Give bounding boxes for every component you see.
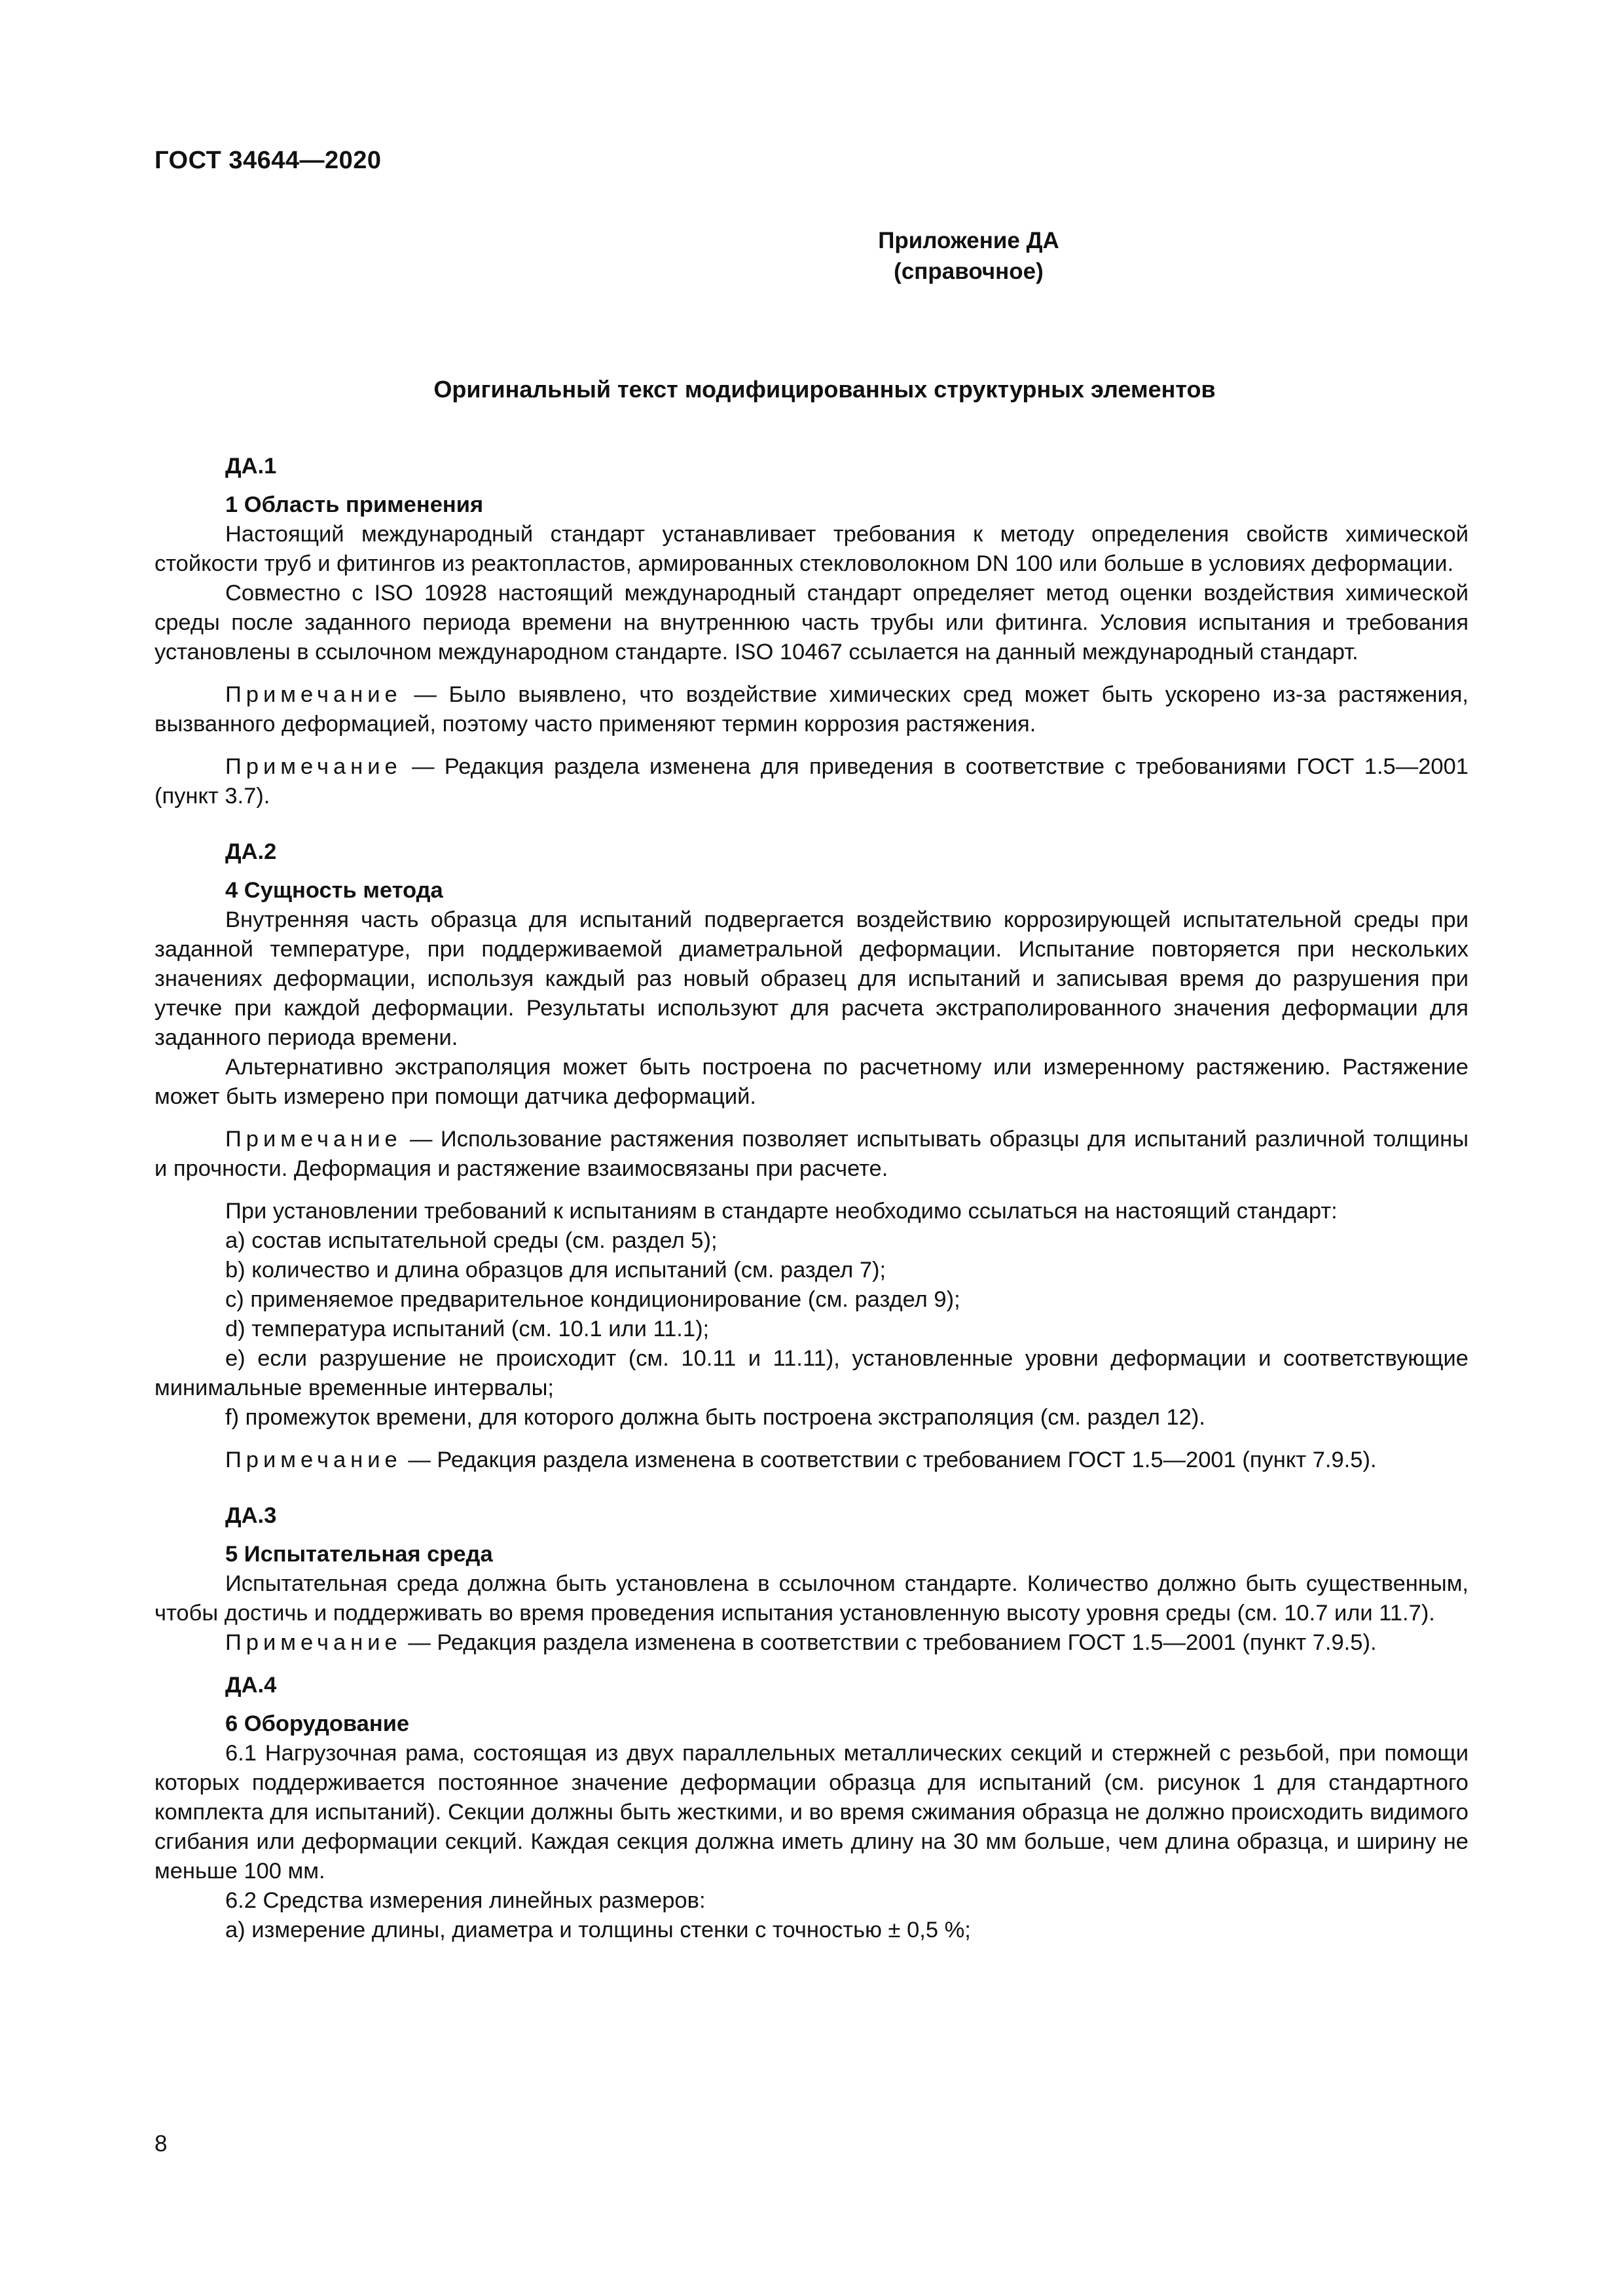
section-heading: 1 Область применения [225, 492, 484, 517]
list-item: b) количество и длина образцов для испытаний (см. раздел 7); [225, 1258, 886, 1283]
document-title: Оригинальный текст модифицированных структурных элементов [433, 376, 1216, 403]
note: Примечание — Редакция раздела изменена в соответствии с требованием ГОСТ 1.5—2001 (пункт 7.9.5). [225, 1448, 1377, 1472]
paragraph: Альтернативно экстраполяция может быть построена по расчетному или измеренному растяжению. Растяжение может быть измерено при помощи датчика деформаций. [155, 1055, 1468, 1109]
list-item: e) если разрушение не происходит (см. 10.11 и 11.11), установленные уровни деформации и соответствующие минимальные временные интервалы; [155, 1346, 1468, 1400]
note-label: Примечание [225, 682, 402, 707]
annex-status: (справочное) [894, 259, 1044, 284]
annex-title: Приложение ДА [878, 228, 1059, 253]
section-label: ДА.4 [225, 1673, 277, 1698]
paragraph: a) измерение длины, диаметра и толщины стенки с точностью ± 0,5 %; [225, 1918, 971, 1942]
list-item: a) состав испытательной среды (см. раздел 5); [225, 1228, 718, 1253]
note-label: Примечание [225, 1448, 402, 1472]
paragraph: Настоящий международный стандарт устанавливает требования к методу определения свойств химической стойкости труб и фитингов из реактопластов, армированных стекловолокном DN 100 или больше в условиях деформации. [155, 522, 1468, 576]
page-number: 8 [155, 2131, 168, 2157]
section-label: ДА.3 [225, 1503, 277, 1528]
list-item: d) температура испытаний (см. 10.1 или 11.1); [225, 1317, 710, 1341]
section-label: ДА.2 [225, 839, 277, 864]
note: Примечание — Было выявлено, что воздействие химических сред может быть ускорено из-за растяжения, вызванного деформацией, поэтому часто применяют термин коррозия растяжения. [155, 682, 1468, 737]
list-item: c) применяемое предварительное кондиционирование (см. раздел 9); [225, 1287, 960, 1312]
section-label: ДА.1 [225, 454, 277, 479]
section-heading: 4 Сущность метода [225, 878, 443, 903]
document-body [155, 452, 1468, 1945]
paragraph: Испытательная среда должна быть установлена в ссылочном стандарте. Количество должно быть существенным, чтобы достичь и поддерживать во время проведения испытания установленную высоту уровня среды (см. 10.7 или 11.7). [155, 1571, 1468, 1626]
paragraph: При установлении требований к испытаниям в стандарте необходимо ссылаться на настоящий стандарт: [225, 1199, 1338, 1224]
paragraph: 6.1 Нагрузочная рама, состоящая из двух параллельных металлических секций и стержней с резьбой, при помощи которых поддерживается постоянное значение деформации образца для испытаний (см. рисунок 1 для стандартного комплекта для испытаний). Секции должны быть жесткими, и во время сжимания образца не должно происходить видимого сгибания или деформации секций. Каждая секция должна иметь длину на 30 мм больше, чем длина образца, и ширину не меньше 100 мм. [155, 1741, 1468, 1884]
section-heading: 5 Испытательная среда [225, 1542, 493, 1567]
annex-heading [155, 225, 1468, 287]
note: Примечание — Редакция раздела изменена в соответствии с требованием ГОСТ 1.5—2001 (пункт 7.9.5). [225, 1630, 1377, 1655]
paragraph: Внутренняя часть образца для испытаний подвергается воздействию коррозирующей испытательной среды при заданной температуре, при поддерживаемой диаметральной деформации. Испытание повторяется при нескольких значениях деформации, используя каждый раз новый образец для испытаний и записывая время до разрушения при утечке при каждой деформации. Результаты используют для расчета экстраполированного значения деформации для заданного периода времени. [155, 907, 1468, 1050]
section-heading: 6 Оборудование [225, 1711, 410, 1736]
note-label: Примечание [225, 1630, 402, 1655]
standard-code: ГОСТ 34644—2020 [155, 147, 382, 174]
note: Примечание — Редакция раздела изменена для приведения в соответствие с требованиями ГОСТ 1.5—2001 (пункт 3.7). [155, 754, 1468, 809]
note: Примечание — Использование растяжения позволяет испытывать образцы для испытаний различной толщины и прочности. Деформация и растяжение взаимосвязаны при расчете. [155, 1127, 1468, 1181]
paragraph: Совместно с ISO 10928 настоящий международный стандарт определяет метод оценки воздействия химической среды после заданного периода времени на внутреннюю часть трубы или фитинга. Условия испытания и требования установлены в ссылочном международном стандарте. ISO 10467 ссылается на данный международный стандарт. [155, 581, 1468, 665]
note-label: Примечание [225, 1127, 402, 1152]
paragraph: 6.2 Средства измерения линейных размеров: [225, 1888, 706, 1913]
note-label: Примечание [225, 754, 402, 779]
list-item: f) промежуток времени, для которого должна быть построена экстраполяция (см. раздел 12). [225, 1405, 1205, 1430]
